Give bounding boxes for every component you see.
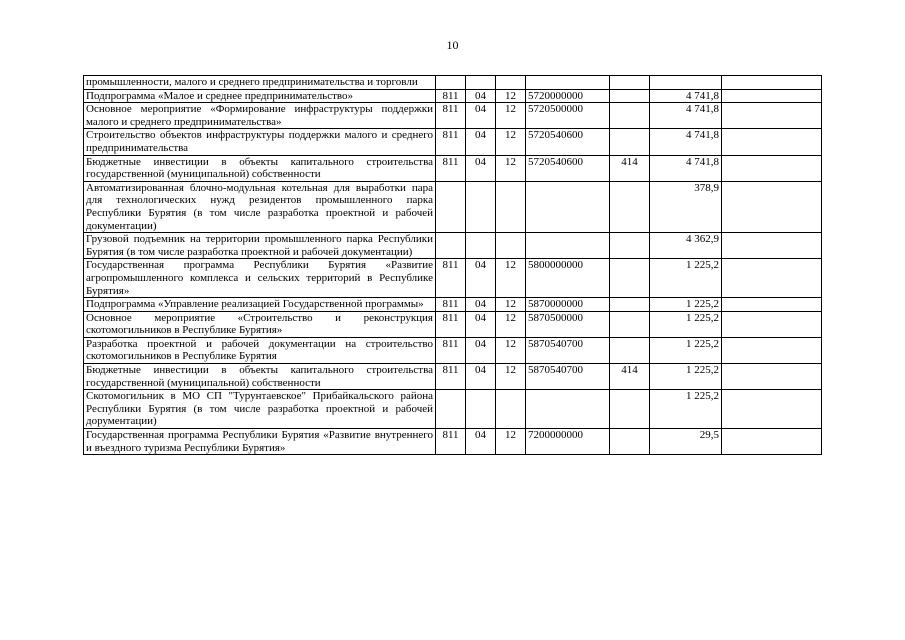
row-target-article-code: 5870540700: [526, 364, 610, 390]
row-section-code: 04: [466, 155, 496, 181]
row-description: Строительство объектов инфраструктуры поддержки малого и среднего предпринимательства: [84, 129, 436, 155]
table-row: [84, 76, 822, 90]
row-subsection-code: 12: [496, 155, 526, 181]
row-target-article-code: 5870540700: [526, 337, 610, 363]
row-extra: [722, 76, 822, 90]
row-extra: [722, 129, 822, 155]
row-extra: [722, 155, 822, 181]
table-row: [84, 103, 822, 129]
row-section-code: 04: [466, 129, 496, 155]
row-subsection-code: 12: [496, 337, 526, 363]
row-section-code: 04: [466, 259, 496, 298]
row-target-article-code: 7200000000: [526, 429, 610, 455]
row-admin-code: 811: [436, 259, 466, 298]
row-target-article-code: [526, 233, 610, 259]
row-section-code: 04: [466, 311, 496, 337]
row-description: Государственная программа Республики Бурятия «Развитие агропромышленного комплекса и сельских территорий в Республике Бурятия»: [84, 259, 436, 298]
row-description: Подпрограмма «Малое и среднее предпринимательство»: [84, 89, 436, 103]
row-admin-code: 811: [436, 89, 466, 103]
row-admin-code: 811: [436, 311, 466, 337]
row-extra: [722, 259, 822, 298]
row-extra: [722, 298, 822, 312]
row-expense-type-code: [610, 259, 650, 298]
row-amount: 1 225,2: [650, 390, 722, 429]
row-section-code: [466, 233, 496, 259]
row-target-article-code: 5720540600: [526, 155, 610, 181]
row-section-code: 04: [466, 429, 496, 455]
row-admin-code: 811: [436, 337, 466, 363]
row-amount: [650, 76, 722, 90]
row-description: Государственная программа Республики Бурятия «Развитие внутреннего и въездного туризма Республики Бурятия»: [84, 429, 436, 455]
row-section-code: 04: [466, 89, 496, 103]
table-row: [84, 259, 822, 298]
row-description: Разработка проектной и рабочей документации на строительство скотомогильников в Республике Бурятия: [84, 337, 436, 363]
row-subsection-code: 12: [496, 364, 526, 390]
row-amount: 378,9: [650, 181, 722, 232]
table-row: [84, 129, 822, 155]
row-extra: [722, 429, 822, 455]
row-amount: 1 225,2: [650, 298, 722, 312]
row-target-article-code: 5870000000: [526, 298, 610, 312]
row-expense-type-code: [610, 390, 650, 429]
row-target-article-code: 5720540600: [526, 129, 610, 155]
row-amount: 4 741,8: [650, 103, 722, 129]
table-row: [84, 390, 822, 429]
row-admin-code: 811: [436, 103, 466, 129]
budget-table: [83, 75, 822, 455]
row-admin-code: 811: [436, 429, 466, 455]
table-row: [84, 89, 822, 103]
row-extra: [722, 311, 822, 337]
row-description: Основное мероприятие «Строительство и реконструкция скотомогильников в Республике Бурятия»: [84, 311, 436, 337]
table-row: [84, 429, 822, 455]
budget-table-body: [84, 76, 822, 455]
row-section-code: 04: [466, 298, 496, 312]
row-extra: [722, 89, 822, 103]
row-expense-type-code: [610, 311, 650, 337]
row-admin-code: [436, 76, 466, 90]
row-subsection-code: 12: [496, 89, 526, 103]
row-amount: 4 362,9: [650, 233, 722, 259]
row-target-article-code: 5720500000: [526, 103, 610, 129]
row-expense-type-code: [610, 103, 650, 129]
row-section-code: [466, 390, 496, 429]
row-amount: 1 225,2: [650, 259, 722, 298]
row-amount: 4 741,8: [650, 89, 722, 103]
row-subsection-code: 12: [496, 129, 526, 155]
table-row: [84, 364, 822, 390]
table-row: [84, 337, 822, 363]
row-extra: [722, 390, 822, 429]
row-admin-code: [436, 233, 466, 259]
table-row: [84, 298, 822, 312]
row-admin-code: 811: [436, 129, 466, 155]
row-expense-type-code: [610, 337, 650, 363]
row-admin-code: 811: [436, 364, 466, 390]
row-subsection-code: 12: [496, 429, 526, 455]
row-subsection-code: [496, 390, 526, 429]
row-section-code: [466, 76, 496, 90]
row-expense-type-code: 414: [610, 155, 650, 181]
row-description: Грузовой подъемник на территории промышленного парка Республики Бурятия (в том числе разработка проектной и рабочей документации): [84, 233, 436, 259]
row-target-article-code: 5720000000: [526, 89, 610, 103]
row-target-article-code: 5800000000: [526, 259, 610, 298]
row-section-code: [466, 181, 496, 232]
row-section-code: 04: [466, 103, 496, 129]
table-row: [84, 233, 822, 259]
row-section-code: 04: [466, 337, 496, 363]
row-description: Бюджетные инвестиции в объекты капитального строительства государственной (муниципальной) собственности: [84, 364, 436, 390]
row-expense-type-code: [610, 129, 650, 155]
table-row: [84, 181, 822, 232]
row-amount: 29,5: [650, 429, 722, 455]
row-description: Основное мероприятие «Формирование инфраструктуры поддержки малого и среднего предпринимательства»: [84, 103, 436, 129]
table-row: [84, 155, 822, 181]
row-extra: [722, 233, 822, 259]
row-subsection-code: 12: [496, 259, 526, 298]
page-number: 10: [446, 38, 459, 52]
row-expense-type-code: [610, 429, 650, 455]
row-expense-type-code: [610, 89, 650, 103]
row-target-article-code: [526, 181, 610, 232]
row-expense-type-code: [610, 181, 650, 232]
row-target-article-code: 5870500000: [526, 311, 610, 337]
row-expense-type-code: [610, 298, 650, 312]
row-expense-type-code: [610, 233, 650, 259]
row-extra: [722, 181, 822, 232]
row-expense-type-code: [610, 76, 650, 90]
row-admin-code: [436, 181, 466, 232]
row-extra: [722, 103, 822, 129]
row-amount: 1 225,2: [650, 337, 722, 363]
row-amount: 1 225,2: [650, 311, 722, 337]
row-extra: [722, 337, 822, 363]
row-subsection-code: [496, 233, 526, 259]
row-admin-code: 811: [436, 155, 466, 181]
row-description: Автоматизированная блочно-модульная котельная для выработки пара для технологических нужд резидентов промышленного парка Республики Бурятия (в том числе разработка проектной и рабочей документации): [84, 181, 436, 232]
row-section-code: 04: [466, 364, 496, 390]
row-description: промышленности, малого и среднего предпринимательства и торговли: [84, 76, 436, 90]
row-description: Подпрограмма «Управление реализацией Государственной программы»: [84, 298, 436, 312]
row-amount: 1 225,2: [650, 364, 722, 390]
row-subsection-code: 12: [496, 298, 526, 312]
row-subsection-code: 12: [496, 103, 526, 129]
table-row: [84, 311, 822, 337]
row-extra: [722, 364, 822, 390]
row-target-article-code: [526, 390, 610, 429]
row-expense-type-code: 414: [610, 364, 650, 390]
row-admin-code: [436, 390, 466, 429]
row-amount: 4 741,8: [650, 129, 722, 155]
row-target-article-code: [526, 76, 610, 90]
row-subsection-code: [496, 76, 526, 90]
row-description: Скотомогильник в МО СП "Турунтаевское" Прибайкальского района Республики Бурятия (в том числе разработка проектной и рабочей дорументации): [84, 390, 436, 429]
row-amount: 4 741,8: [650, 155, 722, 181]
row-subsection-code: 12: [496, 311, 526, 337]
row-admin-code: 811: [436, 298, 466, 312]
row-description: Бюджетные инвестиции в объекты капитального строительства государственной (муниципальной) собственности: [84, 155, 436, 181]
row-subsection-code: [496, 181, 526, 232]
